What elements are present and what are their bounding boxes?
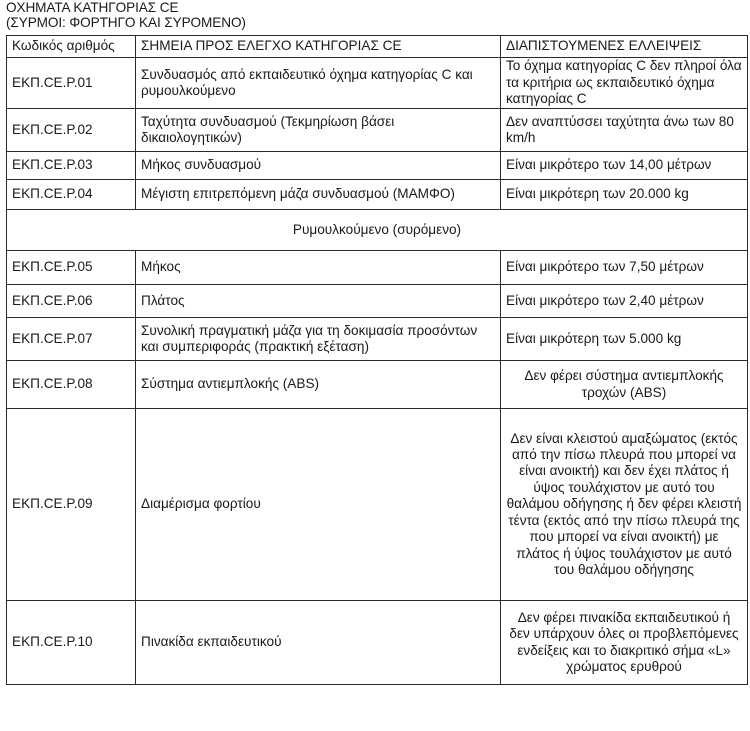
row-check-point: Μέγιστη επιτρεπόμενη μάζα συνδυασμού (ΜΑΜΦΟ) (136, 180, 501, 210)
section-label: Ρυμουλκούμενο (συρόμενο) (7, 210, 748, 251)
row-defect: Είναι μικρότερο των 14,00 μέτρων (501, 152, 748, 180)
row-code: ΕΚΠ.CE.Ρ.07 (7, 318, 136, 361)
row-code: ΕΚΠ.CE.Ρ.04 (7, 180, 136, 210)
row-defect: Δεν είναι κλειστού αμαξώματος (εκτός από την πίσω πλευρά που μπορεί να είναι ανοικτή) και δεν έχει πλάτος ή ύψος τουλάχιστον με αυτό του θαλάμου οδήγησης ή δεν φέρει κλειστή τέντα (εκτός από την πίσω πλευρά της που μπορεί να είναι ανοικτή) με πλάτος ή ύψος τουλάχιστον με αυτό του θαλάμου οδήγησης (501, 409, 748, 601)
row-defect: Δεν αναπτύσσει ταχύτητα άνω των 80 km/h (501, 109, 748, 152)
header-check-points: ΣΗΜΕΙΑ ΠΡΟΣ ΕΛΕΓΧΟ ΚΑΤΗΓΟΡΙΑΣ CE (136, 36, 501, 58)
row-code: ΕΚΠ.CE.Ρ.02 (7, 109, 136, 152)
table-row (7, 601, 748, 685)
table-row (7, 361, 748, 409)
row-code: ΕΚΠ.CE.Ρ.09 (7, 409, 136, 601)
row-check-point: Ταχύτητα συνδυασμού (Τεκμηρίωση βάσει δικαιολογητικών) (136, 109, 501, 152)
table-row (7, 180, 748, 210)
row-check-point: Μήκος (136, 251, 501, 285)
inspection-table (6, 35, 748, 685)
heading-subtitle: (ΣΥΡΜΟΙ: ΦΟΡΤΗΓΟ ΚΑΙ ΣΥΡΟΜΕΝΟ) (6, 15, 246, 30)
table-row (7, 409, 748, 601)
table-row (7, 58, 748, 109)
header-defects: ΔΙΑΠΙΣΤΟΥΜΕΝΕΣ ΕΛΛΕΙΨΕΙΣ (501, 36, 748, 58)
row-code: ΕΚΠ.CE.Ρ.05 (7, 251, 136, 285)
row-check-point: Συνολική πραγματική μάζα για τη δοκιμασία προσόντων και συμπεριφοράς (πρακτική εξέταση) (136, 318, 501, 361)
row-defect: Δεν φέρει πινακίδα εκπαιδευτικού ή δεν υπάρχουν όλες οι προβλεπόμενες ενδείξεις και το διακριτικό σήμα «L» χρώματος ερυθρού (501, 601, 748, 685)
row-check-point: Μήκος συνδυασμού (136, 152, 501, 180)
section-row (7, 210, 748, 251)
table-row (7, 285, 748, 318)
row-defect: Είναι μικρότερη των 5.000 kg (501, 318, 748, 361)
heading-title: ΟΧΗΜΑΤΑ ΚΑΤΗΓΟΡΙΑΣ CE (6, 0, 179, 15)
row-defect: Είναι μικρότερο των 7,50 μέτρων (501, 251, 748, 285)
row-code: ΕΚΠ.CE.Ρ.06 (7, 285, 136, 318)
row-code: ΕΚΠ.CE.Ρ.10 (7, 601, 136, 685)
table-header-row (7, 36, 748, 58)
row-defect: Δεν φέρει σύστημα αντιεμπλοκής τροχών (ABS) (501, 361, 748, 409)
row-code: ΕΚΠ.CE.Ρ.08 (7, 361, 136, 409)
row-defect: Είναι μικρότερο των 2,40 μέτρων (501, 285, 748, 318)
table-row (7, 109, 748, 152)
row-check-point: Συνδυασμός από εκπαιδευτικό όχημα κατηγορίας C και ρυμουλκούμενο (136, 58, 501, 109)
row-check-point: Διαμέρισμα φορτίου (136, 409, 501, 601)
row-code: ΕΚΠ.CE.Ρ.03 (7, 152, 136, 180)
document-heading (6, 0, 246, 30)
table-row (7, 152, 748, 180)
row-check-point: Σύστημα αντιεμπλοκής (ABS) (136, 361, 501, 409)
row-check-point: Πινακίδα εκπαιδευτικού (136, 601, 501, 685)
row-check-point: Πλάτος (136, 285, 501, 318)
table-row (7, 318, 748, 361)
header-code: Κωδικός αριθμός (7, 36, 136, 58)
table-row (7, 251, 748, 285)
row-defect: Το όχημα κατηγορίας C δεν πληροί όλα τα κριτήρια ως εκπαιδευτικό όχημα κατηγορίας C (501, 58, 748, 109)
row-defect: Είναι μικρότερη των 20.000 kg (501, 180, 748, 210)
row-code: ΕΚΠ.CE.Ρ.01 (7, 58, 136, 109)
